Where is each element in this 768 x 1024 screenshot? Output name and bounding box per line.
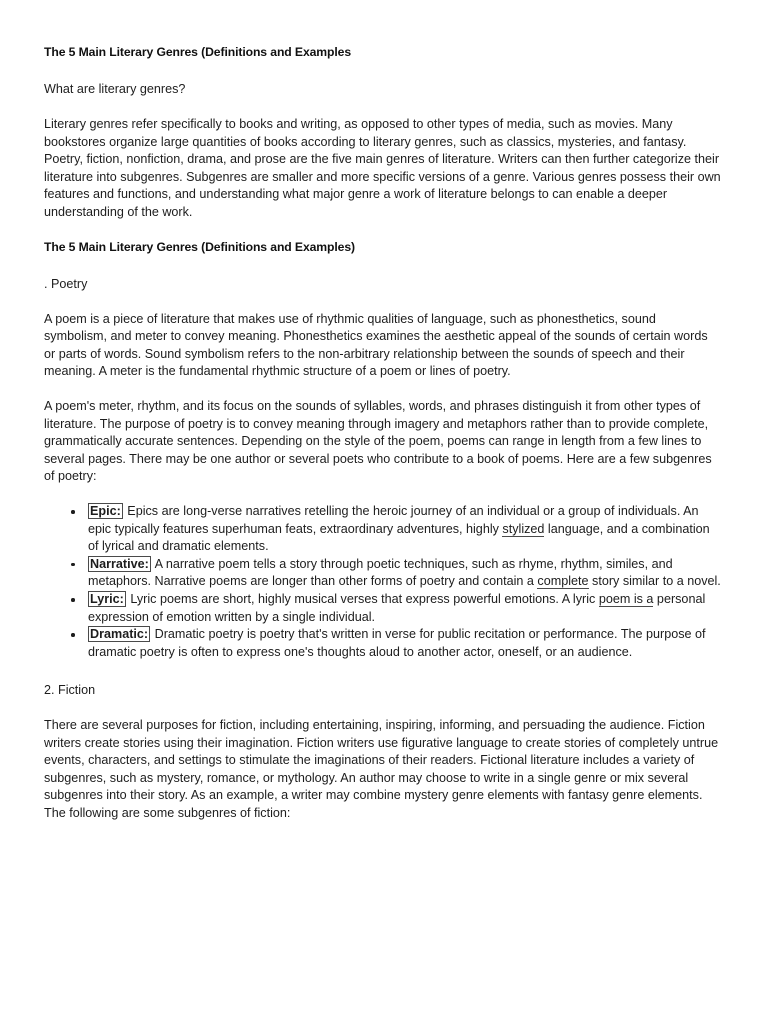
fiction-paragraph-1: There are several purposes for fiction, including entertaining, inspiring, informing, and persuading the audience. Fiction writers create stories using their imagination. Fiction writers use figurative language to create stories of completely untrue events, characters, and settings to stimulate the imaginations of their readers. Fictional literature includes a variety of subgenres, such as mystery, romance, or mythology. An author may choose to write in a single genre or mix several subgenres into their story. As an example, a writer may combine mystery genre elements with fantasy genre elements. The following are some subgenres of fiction: bbox=[44, 717, 719, 820]
poetry-subgenre-list bbox=[44, 503, 722, 661]
subgenre-term: Epic: bbox=[90, 504, 121, 519]
list-item bbox=[88, 503, 722, 556]
list-item bbox=[88, 556, 722, 591]
subgenre-description-lead: A narrative poem tells a story through poetic techniques, such as rhyme, rhythm, similes, and metaphors. Narrative poems are longer than other forms of poetry and contain a bbox=[88, 556, 673, 589]
subgenre-description-lead: Epics are long-verse narratives retelling the heroic journey of an individual or a group of individuals. An epic typically features superhuman feats, extraordinary adventures, highly bbox=[88, 504, 699, 536]
page-title: The 5 Main Literary Genres (Definitions and Examples bbox=[44, 45, 352, 59]
intro-paragraph: Literary genres refer specifically to books and writing, as opposed to other types of media, such as movies. Many bookstores organize large quantities of books according to literary genres, such as classics, mysteries, and fantasy. Poetry, fiction, nonfiction, drama, and prose are the five main genres of literature. Writers can then further categorize their literature into subgenres. Subgenres are smaller and more specific versions of a genre. Various genres possess their own features and functions, and understanding what major genre a work of literature belongs to can enable a deeper understanding of the work. bbox=[44, 117, 721, 220]
subgenre-highlight-fragment: complete bbox=[537, 574, 589, 589]
spacer bbox=[44, 222, 722, 239]
section-label-fiction: 2. Fiction bbox=[44, 683, 96, 698]
subgenre-term: Lyric: bbox=[90, 592, 124, 606]
spacer bbox=[44, 60, 722, 81]
second-heading: The 5 Main Literary Genres (Definitions and Examples) bbox=[44, 239, 355, 254]
subgenre-description-lead: Dramatic poetry is poetry that's written in verse for public recitation or performance. The purpose of dramatic poetry is often to express one's thoughts aloud to another actor, oneself, or an audience. bbox=[88, 627, 706, 659]
poetry-paragraph-2: A poem's meter, rhythm, and its focus on the sounds of syllables, words, and phrases distinguish it from other types of literature. The purpose of poetry is to convey meaning through imagery and metaphors rather than to provide complete, grammatically accurate sentences. Depending on the style of the poem, poems can range in length from a few lines to several pages. There may be one author or several poets who contribute to a book of poems. Here are a few subgenres of poetry: bbox=[44, 399, 712, 484]
poetry-paragraph-1: A poem is a piece of literature that makes use of rhythmic qualities of language, such as phonesthetics, sound symbolism, and meter to convey meaning. Phonesthetics examines the aesthetic appeal of the sounds of certain words or parts of words. Sound symbolism refers to the non-arbitrary relationship between the sounds of speech and their meaning. A meter is the fundamental rhythmic structure of a poem or lines of poetry. bbox=[44, 311, 708, 379]
subgenre-highlight-fragment: stylized bbox=[502, 521, 545, 536]
subgenre-description-lead: Lyric poems are short, highly musical verses that express powerful emotions. A lyric bbox=[126, 592, 599, 606]
spacer bbox=[44, 700, 722, 717]
subgenre-description-tail: language, and a combination of lyrical and dramatic elements. bbox=[88, 521, 710, 554]
spacer bbox=[44, 661, 722, 682]
spacer bbox=[44, 381, 722, 398]
spacer bbox=[44, 294, 722, 311]
list-item bbox=[88, 626, 722, 661]
spacer bbox=[44, 486, 722, 503]
subgenre-description-tail: personal expression of emotion written by a single individual. bbox=[88, 592, 706, 624]
subgenre-description-tail: story similar to a novel. bbox=[588, 574, 721, 589]
intro-question: What are literary genres? bbox=[44, 82, 186, 97]
spacer bbox=[44, 255, 722, 276]
subgenre-term: Narrative: bbox=[90, 556, 149, 571]
list-item bbox=[88, 591, 722, 626]
section-label-poetry: . Poetry bbox=[44, 277, 88, 292]
subgenre-term: Dramatic: bbox=[90, 627, 149, 642]
spacer bbox=[44, 99, 722, 116]
subgenre-highlight-fragment: poem is a bbox=[598, 592, 654, 606]
